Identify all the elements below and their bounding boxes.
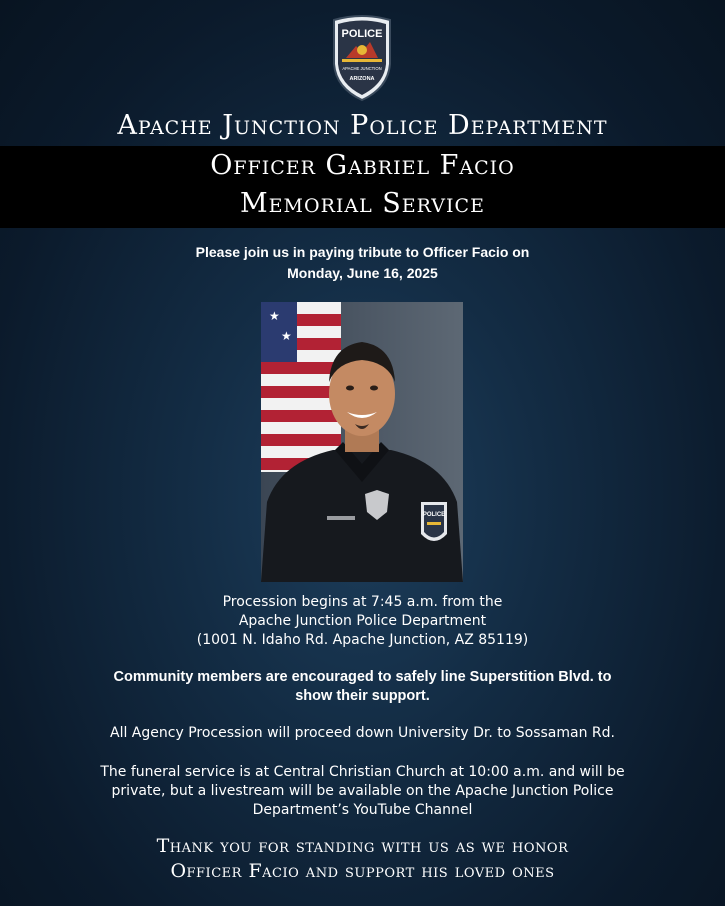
badge-state-text: ARIZONA [349,76,375,82]
funeral-line: The funeral service is at Central Christian Church at 10:00 a.m. and will be [100,764,625,780]
police-badge-logo [330,14,394,102]
officer-portrait [261,302,463,582]
badge-police-text: POLICE [341,28,383,40]
procession-line: Procession begins at 7:45 a.m. from the [222,594,503,610]
funeral-line: private, but a livestream will be available on the Apache Junction Police [111,783,614,799]
svg-text:★: ★ [269,309,280,323]
title-officer: Officer Gabriel Facio [210,150,515,181]
american-flag-image [261,302,341,472]
procession-info [0,593,725,650]
procession-location: Apache Junction Police Department [238,613,487,629]
intro-date: Monday, June 16, 2025 [287,265,438,281]
svg-text:★: ★ [281,329,292,343]
thanks-line: Thank you for standing with us as we honor [156,835,569,857]
thanks-line: Officer Facio and support his loved ones [170,860,555,882]
funeral-info [0,763,725,820]
intro-line: Please join us in paying tribute to Officer Facio on [195,244,530,260]
intro-text [0,242,725,284]
badge-city-text: APACHE JUNCTION [342,66,382,71]
agency-procession-route [0,724,725,743]
community-notice [0,668,725,706]
agency-line: All Agency Procession will proceed down University Dr. to Sossaman Rd. [110,725,615,741]
thank-you-message [0,834,725,884]
shoulder-patch-icon [421,502,447,541]
community-line: show their support. [295,688,430,704]
procession-address: (1001 N. Idaho Rd. Apache Junction, AZ 85119) [196,632,529,648]
funeral-line: Department’s YouTube Channel [252,802,473,818]
title-department: Apache Junction Police Department [117,110,608,141]
patch-text: POLICE [422,512,446,518]
title-memorial: Memorial Service [240,188,485,219]
community-line: Community members are encouraged to safely line Superstition Blvd. to [113,669,612,685]
